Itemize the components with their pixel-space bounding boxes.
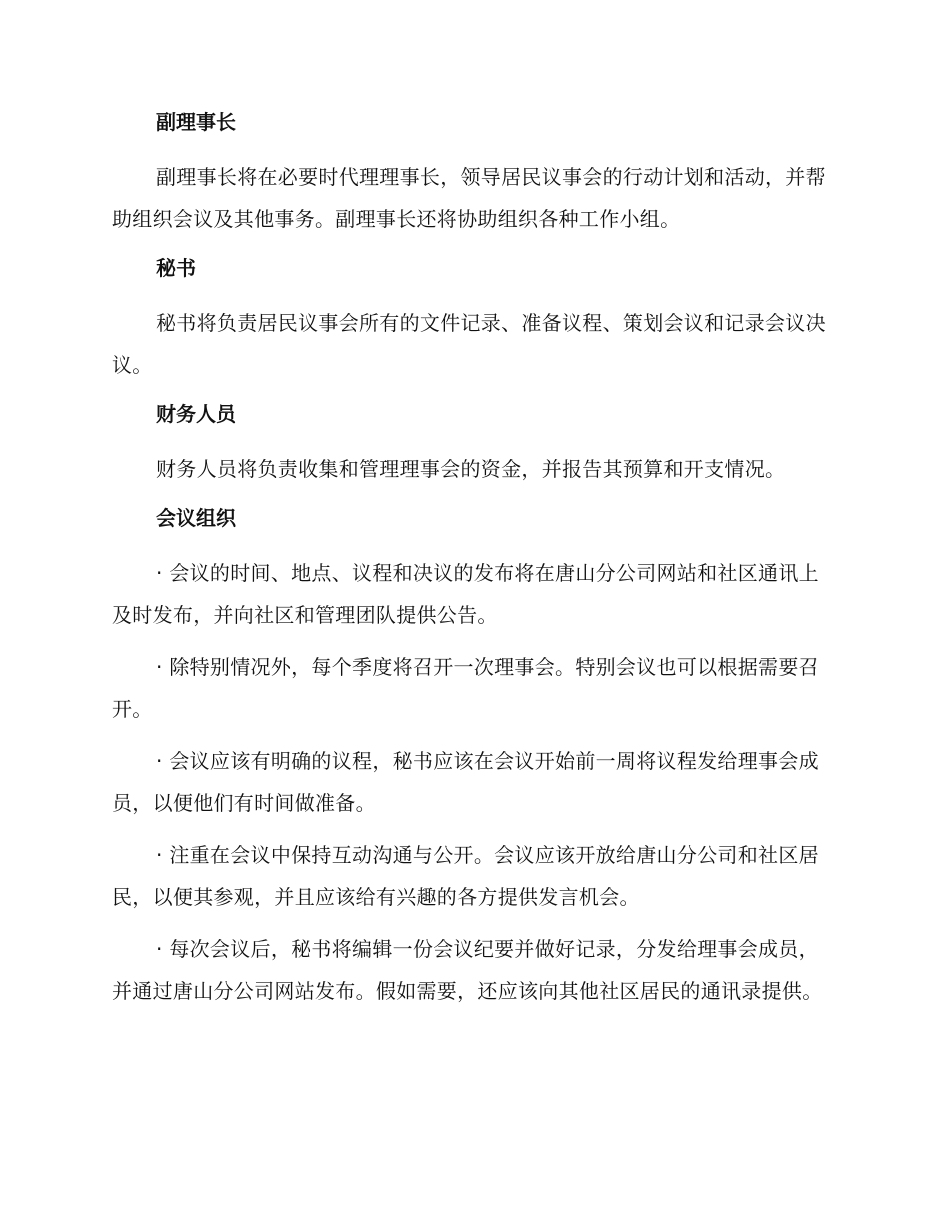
section-heading-finance: 财务人员	[156, 402, 236, 426]
list-item: · 会议的时间、地点、议程和决议的发布将在唐山分公司网站和社区通讯上及时发布，并向社区和管理团队提供公告。	[112, 561, 819, 627]
paragraph-vice-chair: 副理事长将在必要时代理理事长，领导居民议事会的行动计划和活动，并帮助组织会议及其他事务。副理事长还将协助组织各种工作小组。	[112, 165, 826, 231]
document-page	[112, 104, 832, 1022]
paragraph-finance: 财务人员将负责收集和管理理事会的资金，并报告其预算和开支情况。	[156, 457, 786, 481]
list-item: · 会议应该有明确的议程，秘书应该在会议开始前一周将议程发给理事会成员，以便他们有时间做准备。	[112, 749, 819, 815]
list-item: · 除特别情况外，每个季度将召开一次理事会。特别会议也可以根据需要召开。	[112, 655, 819, 721]
list-item: · 每次会议后，秘书将编辑一份会议纪要并做好记录，分发给理事会成员，并通过唐山分公司网站发布。假如需要，还应该向其他社区居民的通讯录提供。	[112, 937, 823, 1003]
list-item: · 注重在会议中保持互动沟通与公开。会议应该开放给唐山分公司和社区居民，以便其参观，并且应该给有兴趣的各方提供发言机会。	[112, 843, 819, 909]
section-heading-meeting-organization: 会议组织	[156, 506, 236, 530]
section-heading-vice-chair: 副理事长	[156, 110, 236, 134]
section-heading-secretary: 秘书	[156, 256, 196, 280]
paragraph-secretary: 秘书将负责居民议事会所有的文件记录、准备议程、策划会议和记录会议决议。	[112, 311, 826, 377]
